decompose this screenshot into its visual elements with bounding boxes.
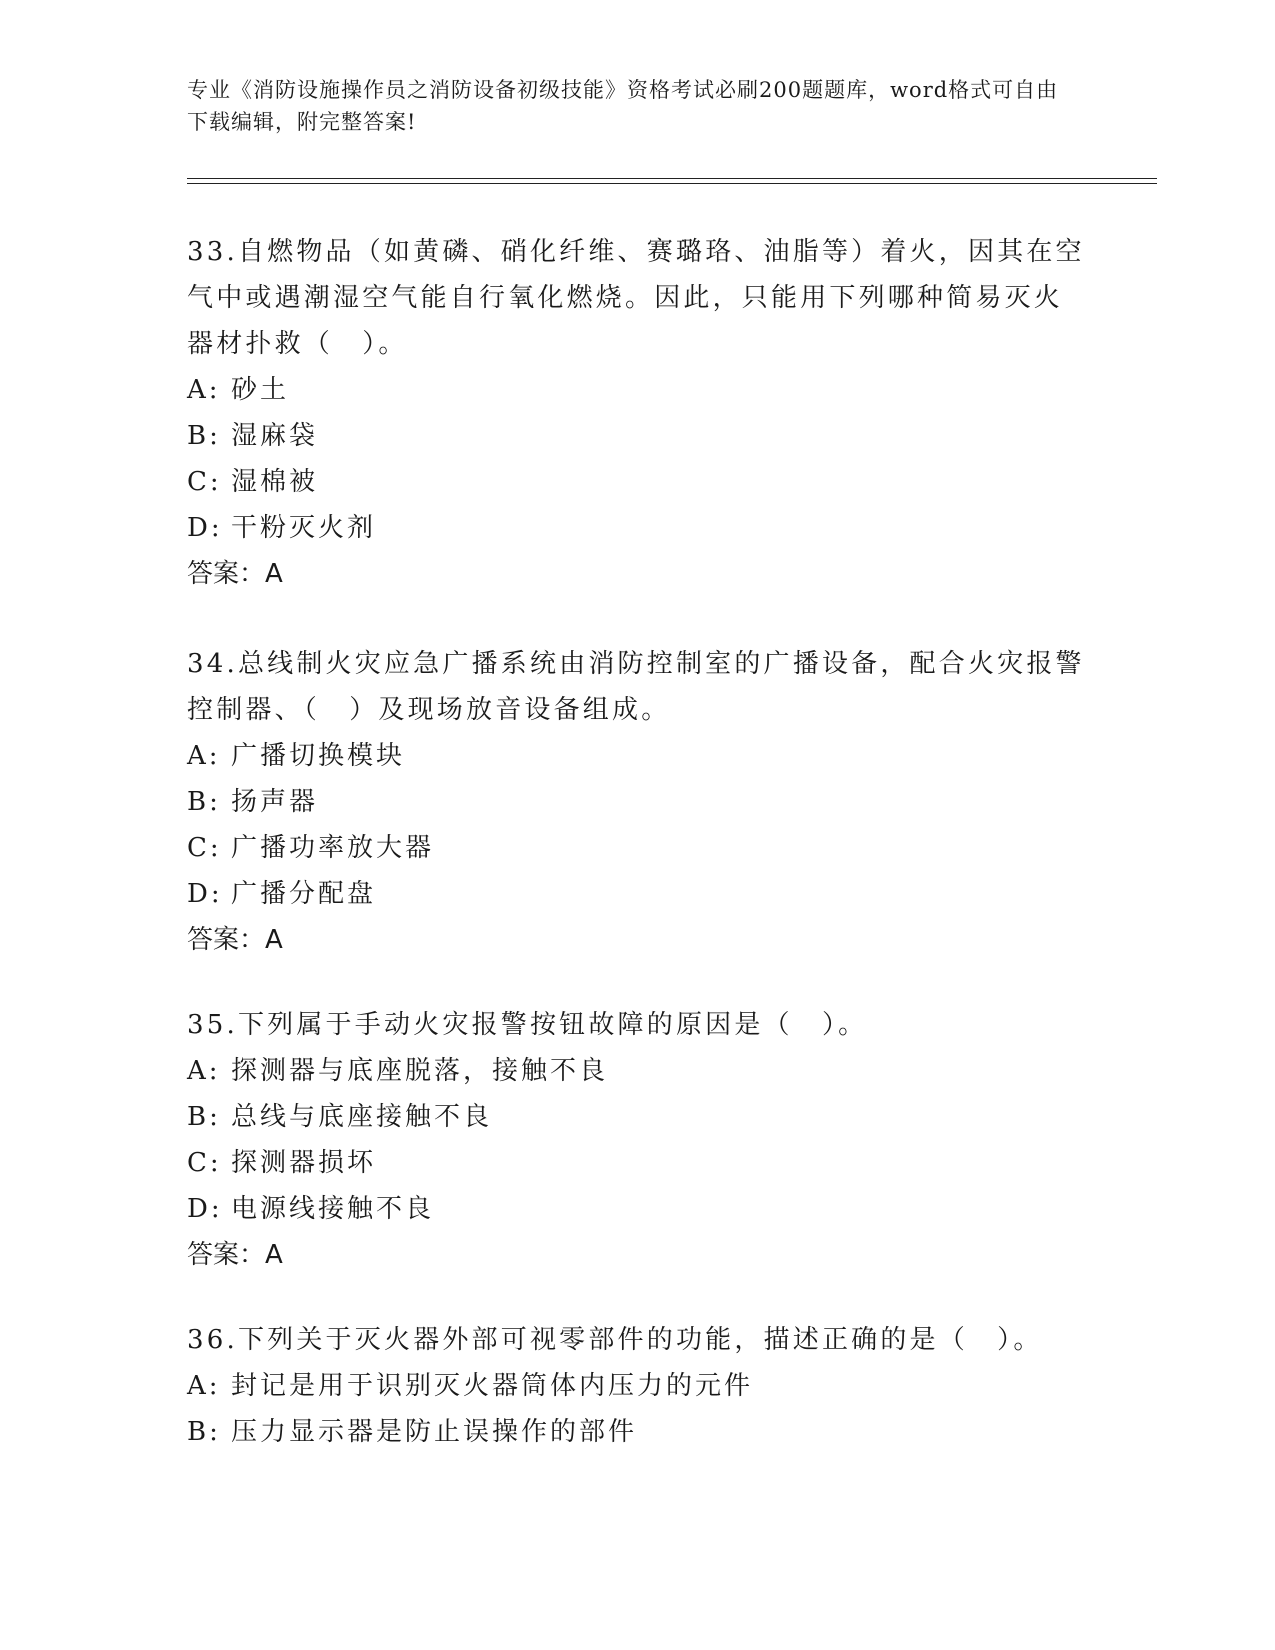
answer-line: 答案：A	[187, 925, 283, 955]
option-letter: A:	[187, 1056, 221, 1086]
option-letter: A:	[187, 741, 221, 771]
option-b	[187, 779, 1087, 825]
option-text: 湿麻袋	[231, 421, 319, 451]
option-text: 探测器与底座脱落，接触不良	[231, 1056, 609, 1086]
option-text: 总线与底座接触不良	[231, 1102, 493, 1132]
option-letter: A:	[187, 375, 221, 405]
option-text: 广播切换模块	[231, 741, 406, 771]
option-a	[187, 1048, 1087, 1094]
question-35	[187, 1002, 1087, 1278]
option-text: 广播功率放大器	[231, 833, 435, 863]
option-a	[187, 1363, 1087, 1409]
question-text: 36.下列关于灭火器外部可视零部件的功能，描述正确的是（ ）。	[187, 1325, 1043, 1355]
option-text: 电源线接触不良	[231, 1194, 435, 1224]
option-a	[187, 733, 1087, 779]
option-text: 干粉灭火剂	[231, 513, 377, 543]
question-text: 35.下列属于手动火灾报警按钮故障的原因是（ ）。	[187, 1010, 868, 1040]
option-text: 广播分配盘	[231, 879, 377, 909]
header-divider-bottom	[187, 183, 1157, 184]
option-b	[187, 1094, 1087, 1140]
option-c	[187, 459, 1087, 505]
option-letter: D:	[187, 1194, 223, 1224]
option-text: 扬声器	[231, 787, 319, 817]
option-text: 湿棉被	[231, 467, 319, 497]
document-header: 专业《消防设施操作员之消防设备初级技能》资格考试必刷200题题库，word格式可自由下载编辑，附完整答案!	[187, 78, 1059, 134]
option-c	[187, 825, 1087, 871]
option-d	[187, 1186, 1087, 1232]
option-text: 砂土	[231, 375, 290, 405]
header-divider-top	[187, 178, 1157, 179]
option-letter: C:	[187, 833, 222, 863]
question-36	[187, 1317, 1087, 1455]
option-d	[187, 505, 1087, 551]
option-letter: C:	[187, 1148, 222, 1178]
answer-line: 答案：A	[187, 559, 283, 589]
question-text: 33.自燃物品（如黄磷、硝化纤维、赛璐珞、油脂等）着火，因其在空气中或遇潮湿空气能自行氧化燃烧。因此，只能用下列哪种简易灭火器材扑救（ ）。	[187, 237, 1085, 359]
option-d	[187, 871, 1087, 917]
option-letter: B:	[187, 787, 221, 817]
answer-line: 答案：A	[187, 1240, 283, 1270]
option-letter: C:	[187, 467, 222, 497]
option-text: 封记是用于识别灭火器筒体内压力的元件	[231, 1371, 754, 1401]
option-a	[187, 367, 1087, 413]
question-33	[187, 229, 1087, 597]
option-text: 压力显示器是防止误操作的部件	[231, 1417, 638, 1447]
option-c	[187, 1140, 1087, 1186]
option-b	[187, 413, 1087, 459]
question-34	[187, 641, 1087, 963]
option-text: 探测器损坏	[231, 1148, 377, 1178]
option-letter: B:	[187, 1417, 221, 1447]
option-letter: A:	[187, 1371, 221, 1401]
option-letter: B:	[187, 1102, 221, 1132]
question-text: 34.总线制火灾应急广播系统由消防控制室的广播设备，配合火灾报警控制器、（ ）及现场放音设备组成。	[187, 649, 1085, 725]
option-letter: D:	[187, 513, 223, 543]
option-letter: B:	[187, 421, 221, 451]
option-b	[187, 1409, 1087, 1455]
option-letter: D:	[187, 879, 223, 909]
